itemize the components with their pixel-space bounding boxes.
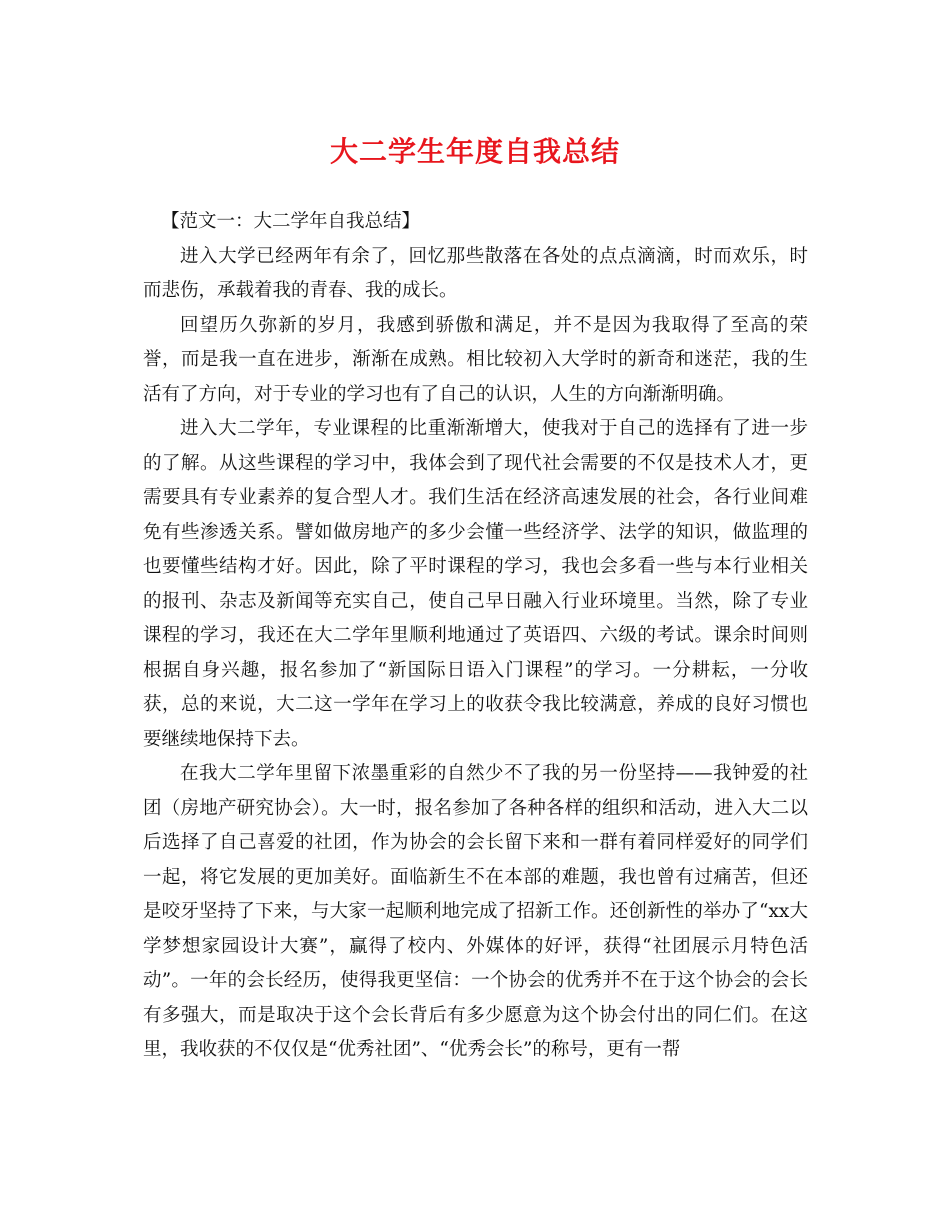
paragraph-4: 在我大二学年里留下浓墨重彩的自然少不了我的另一份坚持——我钟爱的社团（房地产研究协会）。大一时，报名参加了各种各样的组织和活动，进入大二以后选择了自己喜爱的社团，作为协会的会长留下来和一群有着同样爱好的同学们一起，将它发展的更加美好。面临新生不在本部的难题，我也曾有过痛苦，但还是咬牙坚持了下来，与大家一起顺利地完成了招新工作。还创新性的举办了“xx大学梦想家园设计大赛”，赢得了校内、外媒体的好评，获得“社团展示月特色活动”。一年的会长经历，使得我更坚信：一个协会的优秀并不在于这个协会的会长有多强大，而是取决于这个会长背后有多少愿意为这个协会付出的同仁们。在这里，我收获的不仅仅是“优秀社团”、“优秀会长”的称号，更有一帮: [143, 763, 808, 1060]
paragraph-1: 进入大学已经两年有余了，回忆那些散落在各处的点点滴滴，时而欢乐，时而悲伤，承载着我的青春、我的成长。: [143, 245, 808, 301]
paragraph-2: 回望历久弥新的岁月，我感到骄傲和满足，并不是因为我取得了至高的荣誉，而是我一直在进步，渐渐在成熟。相比较初入大学时的新奇和迷茫，我的生活有了方向，对于专业的学习也有了自己的认识，人生的方向渐渐明确。: [143, 314, 808, 405]
document-body: [143, 205, 808, 1068]
document-title: 大二学生年度自我总结: [329, 135, 620, 168]
paragraph-3: 进入大二学年，专业课程的比重渐渐增大，使我对于自己的选择有了进一步的了解。从这些课程的学习中，我体会到了现代社会需要的不仅是技术人才，更需要具有专业素养的复合型人才。我们生活在经济高速发展的社会，各行业间难免有些渗透关系。譬如做房地产的多少会懂一些经济学、法学的知识，做监理的也要懂些结构才好。因此，除了平时课程的学习，我也会多看一些与本行业相关的报刊、杂志及新闻等充实自己，使自己早日融入行业环境里。当然，除了专业课程的学习，我还在大二学年里顺利地通过了英语四、六级的考试。课余时间则根据自身兴趣，报名参加了“新国际日语入门课程”的学习。一分耕耘，一分收获，总的来说，大二这一学年在学习上的收获令我比较满意，养成的良好习惯也要继续地保持下去。: [143, 418, 808, 750]
section-heading: 【范文一：大二学年自我总结】: [161, 211, 421, 232]
